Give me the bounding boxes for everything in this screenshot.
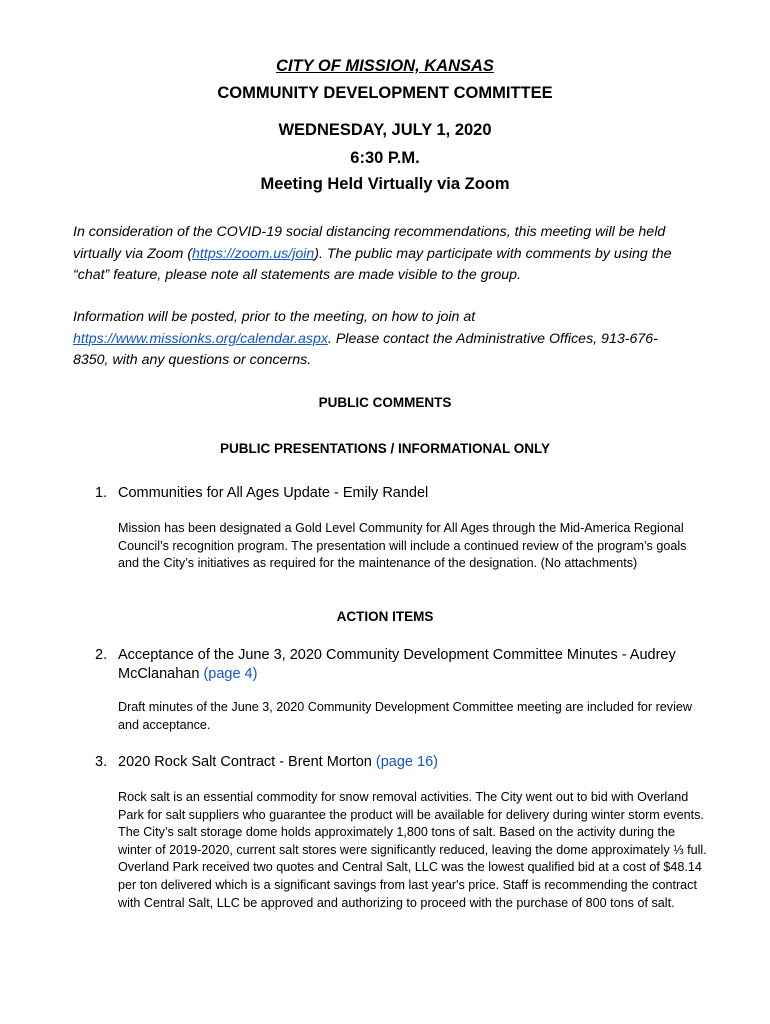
item-2-description: Draft minutes of the June 3, 2020 Community Development Committee meeting are included for review and acceptance. — [118, 700, 692, 732]
item-title-text: 2020 Rock Salt Contract - Brent Morton — [118, 754, 376, 770]
covid-notice-text-start: In consideration of the COVID-19 social distancing recommendations, this meeting will be held virtually via Zoom ( — [73, 224, 666, 262]
item-title-text: Communities for All Ages Update - Emily Randel — [118, 485, 429, 501]
action-items-heading: ACTION ITEMS — [336, 609, 434, 624]
meeting-date: WEDNESDAY, JULY 1, 2020 — [278, 121, 492, 139]
item-title — [118, 646, 705, 684]
agenda-item-1 — [95, 484, 705, 503]
public-comments-heading: PUBLIC COMMENTS — [318, 395, 452, 410]
info-paragraph — [73, 307, 693, 372]
item-1-description: Mission has been designated a Gold Level Community for All Ages through the Mid-America Regional Council’s recognition program. The presentation will include a continued review of the program’s goals and the City’s initiatives as required for the maintenance of the designation. (No attachments) — [118, 521, 687, 571]
item-title-text: Acceptance of the June 3, 2020 Community Development Committee Minutes - Audrey McClanahan — [118, 647, 676, 682]
info-text-start: Information will be posted, prior to the meeting, on how to join at — [73, 309, 476, 325]
item-number: 1. — [95, 485, 108, 501]
page-reference-link[interactable]: (page 16) — [375, 754, 438, 770]
info-text-end: . Please contact the Administrative Offices, 913-676-8350, with any questions or concerns. — [73, 330, 658, 368]
item-number: 3. — [95, 754, 108, 770]
covid-notice-text-end: ). The public may participate with comments by using the “chat” feature, please note all statements are made visible to the group. — [73, 245, 672, 283]
presentations-heading: PUBLIC PRESENTATIONS / INFORMATIONAL ONLY — [219, 441, 550, 456]
agenda-item-3 — [95, 753, 705, 772]
page-reference-link[interactable]: (page 4) — [203, 666, 258, 682]
meeting-time: 6:30 P.M. — [350, 149, 420, 167]
calendar-link[interactable]: https://www.missionks.org/calendar.aspx — [73, 330, 328, 347]
city-title: CITY OF MISSION, KANSAS — [276, 57, 494, 75]
covid-notice-paragraph — [73, 222, 693, 287]
item-number: 2. — [95, 647, 108, 663]
item-3-description: Rock salt is an essential commodity for snow removal activities. The City went out to bid with Overland Park for salt suppliers who guarantee the product will be available for delivery during winter storm events. The City’s salt storage dome holds approximately 1,800 tons of salt. Based on the activity during the winter of 2019-2020, current salt stores were significantly reduced, leaving the dome approximately ⅓ full. Overland Park received two quotes and Central Salt, LLC was the lowest qualified bid at a cost of $48.14 per ton delivered which is a significant savings from last year's price. Staff is recommending the contract with Central Salt, LLC be approved and authorizing to proceed with the purchase of 800 tons of salt. — [118, 790, 707, 910]
meeting-venue: Meeting Held Virtually via Zoom — [260, 175, 510, 193]
zoom-join-link[interactable]: https://zoom.us/join — [192, 245, 315, 262]
committee-title: COMMUNITY DEVELOPMENT COMMITTEE — [217, 84, 553, 102]
item-title — [118, 484, 705, 503]
agenda-item-2 — [95, 646, 705, 684]
item-title — [118, 753, 705, 772]
